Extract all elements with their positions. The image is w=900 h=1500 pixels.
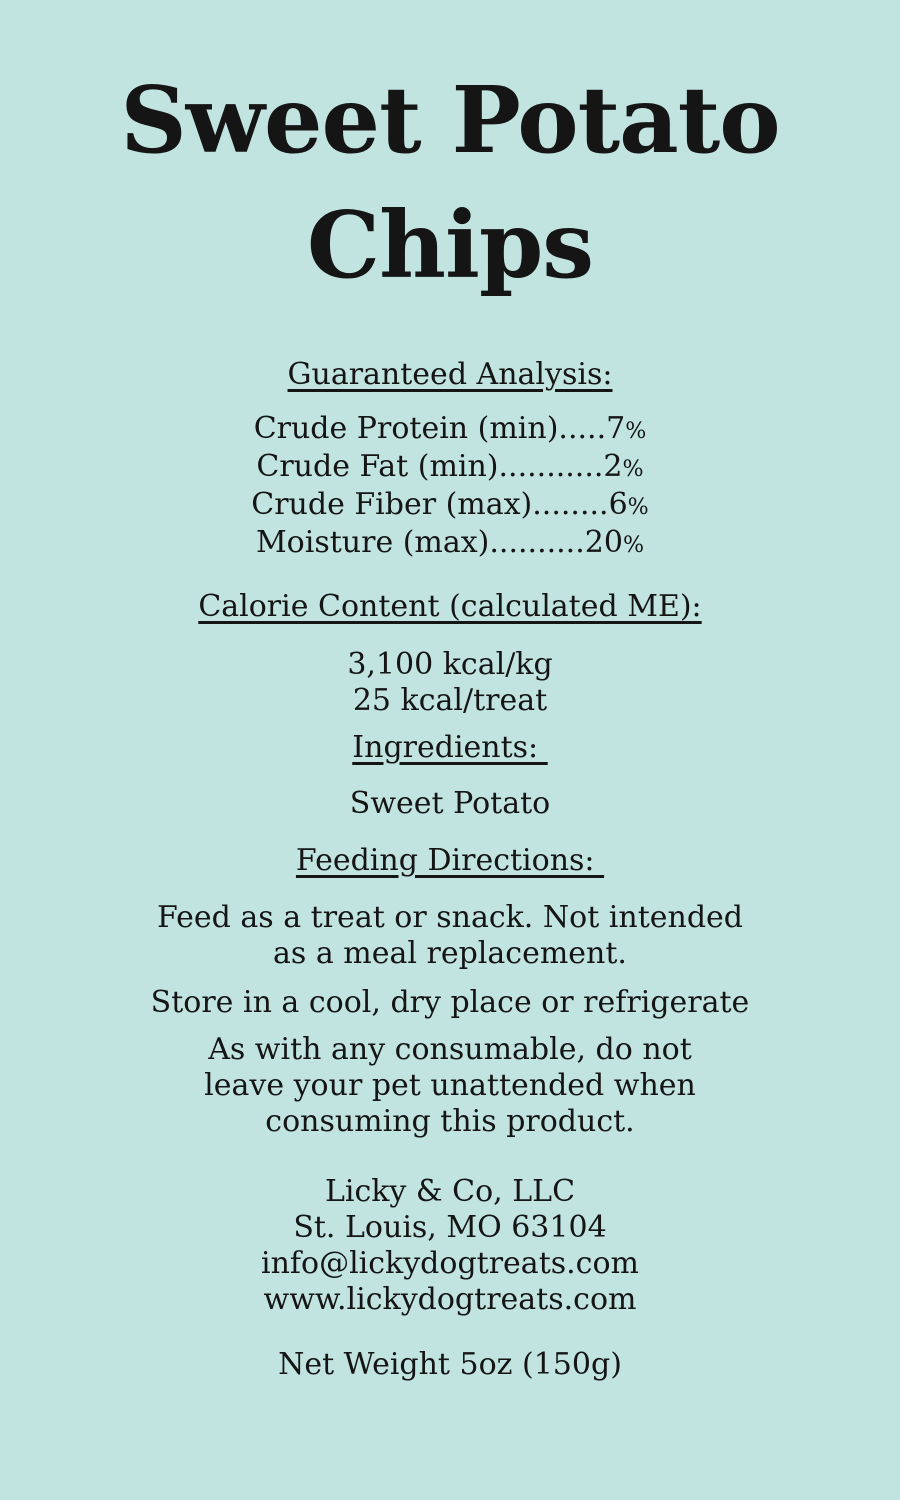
calorie-content-heading: Calorie Content (calculated ME): <box>198 589 702 624</box>
analysis-row-fiber <box>0 487 900 525</box>
feeding-directions-paragraph: Feed as a treat or snack. Not intended as a meal replacement. <box>157 900 743 971</box>
dot-leader: ........ <box>532 487 609 522</box>
analysis-row-protein <box>0 411 900 449</box>
kcal-per-kg: 3,100 kcal/kg <box>347 647 553 682</box>
guaranteed-analysis-table <box>0 411 900 563</box>
guaranteed-analysis-heading: Guaranteed Analysis: <box>287 357 613 392</box>
analysis-label: Crude Protein (min) <box>253 411 559 446</box>
percent-sign: % <box>622 456 644 482</box>
ingredients-heading: Ingredients: <box>352 730 548 765</box>
analysis-value: 20 <box>584 525 623 560</box>
kcal-per-treat: 25 kcal/treat <box>352 683 548 718</box>
percent-sign: % <box>627 494 649 520</box>
company-email: info@lickydogtreats.com <box>260 1246 639 1281</box>
storage-instructions: Store in a cool, dry place or refrigerate <box>150 985 750 1020</box>
company-address: St. Louis, MO 63104 <box>293 1210 607 1245</box>
calorie-content-values <box>0 647 900 719</box>
company-info <box>0 1174 900 1318</box>
product-title-line2: Chips <box>306 191 594 299</box>
supervision-warning: As with any consumable, do not leave your pet unattended when consuming this product. <box>204 1032 696 1139</box>
analysis-value: 2 <box>603 449 623 484</box>
product-title-line1: Sweet Potato <box>120 66 780 174</box>
dot-leader: ..... <box>558 411 607 446</box>
percent-sign: % <box>622 532 645 558</box>
company-website: www.lickydogtreats.com <box>263 1282 637 1317</box>
analysis-label: Moisture (max) <box>255 525 490 560</box>
dot-leader: ........... <box>498 449 604 484</box>
analysis-row-fat <box>0 449 900 487</box>
analysis-value: 6 <box>608 487 628 522</box>
analysis-label: Crude Fiber (max) <box>251 487 533 522</box>
company-name: Licky & Co, LLC <box>324 1174 576 1209</box>
analysis-row-moisture <box>0 525 900 563</box>
percent-sign: % <box>625 418 647 444</box>
net-weight: Net Weight 5oz (150g) <box>278 1347 622 1382</box>
feeding-directions-heading: Feeding Directions: <box>295 843 605 878</box>
analysis-label: Crude Fat (min) <box>256 449 499 484</box>
product-title <box>0 58 900 308</box>
analysis-value: 7 <box>606 411 626 446</box>
dot-leader: .......... <box>489 525 585 560</box>
ingredients-content: Sweet Potato <box>349 786 551 821</box>
